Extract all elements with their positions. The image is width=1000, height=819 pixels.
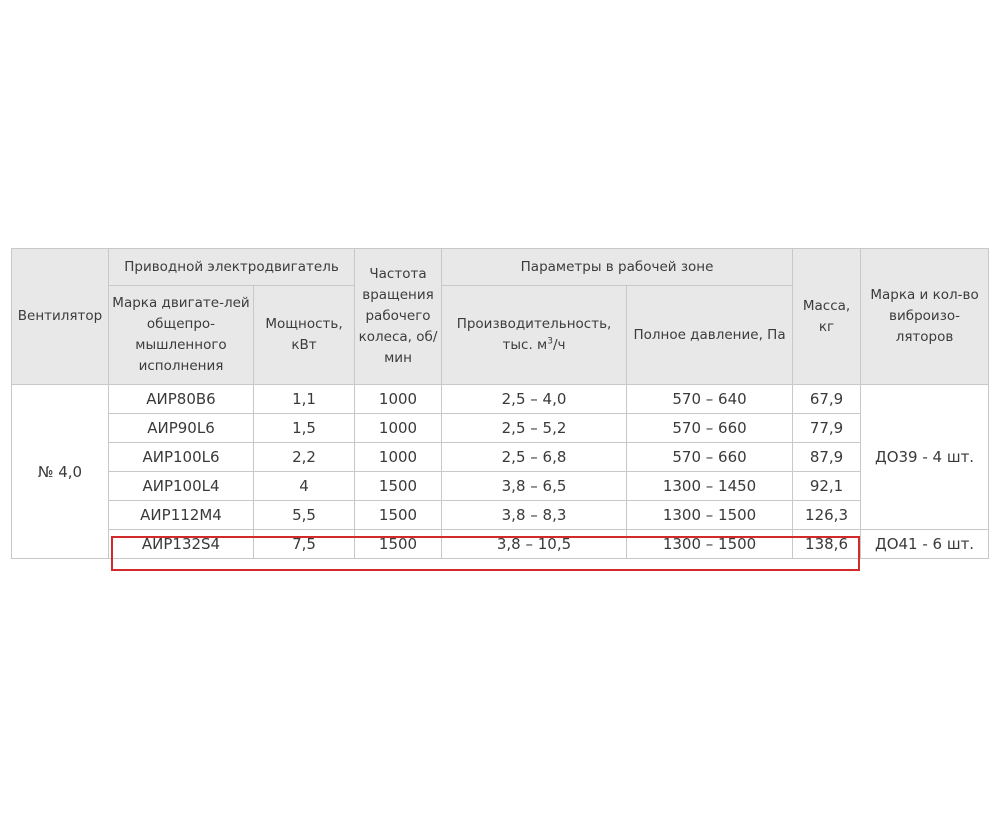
- speed-cell: 1500: [355, 501, 442, 530]
- pressure-cell: 570 – 640: [627, 385, 793, 414]
- header-motor-brand: Марка двигате-лей общепро-мышленного исполнения: [109, 286, 254, 385]
- speed-cell: 1500: [355, 472, 442, 501]
- power-cell: 1,5: [254, 414, 355, 443]
- isolators-cell-group1: ДО39 - 4 шт.: [861, 385, 989, 530]
- motor-cell: АИР100L4: [109, 472, 254, 501]
- header-productivity: [442, 286, 627, 385]
- header-rotation-speed: Частота вращения рабочего колеса, об/мин: [355, 249, 442, 385]
- header-row-1: [12, 249, 989, 286]
- productivity-cell: 3,8 – 6,5: [442, 472, 627, 501]
- isolators-cell-group2: ДО41 - 6 шт.: [861, 530, 989, 559]
- table-row: [12, 443, 989, 472]
- pressure-cell: 570 – 660: [627, 443, 793, 472]
- motor-cell: АИР112М4: [109, 501, 254, 530]
- mass-cell: 126,3: [793, 501, 861, 530]
- header-mass: Масса, кг: [793, 249, 861, 385]
- mass-cell: 77,9: [793, 414, 861, 443]
- power-cell: 2,2: [254, 443, 355, 472]
- productivity-cell: 2,5 – 6,8: [442, 443, 627, 472]
- header-work-zone-params: Параметры в рабочей зоне: [442, 249, 793, 286]
- mass-cell: 138,6: [793, 530, 861, 559]
- table-row: [12, 385, 989, 414]
- motor-cell: АИР90L6: [109, 414, 254, 443]
- pressure-cell: 1300 – 1450: [627, 472, 793, 501]
- mass-cell: 92,1: [793, 472, 861, 501]
- speed-cell: 1000: [355, 385, 442, 414]
- productivity-cell: 2,5 – 4,0: [442, 385, 627, 414]
- header-vibration-isolators: Марка и кол-во виброизо-ляторов: [861, 249, 989, 385]
- productivity-cell: 2,5 – 5,2: [442, 414, 627, 443]
- mass-cell: 87,9: [793, 443, 861, 472]
- fan-spec-table: [11, 248, 989, 559]
- header-total-pressure: Полное давление, Па: [627, 286, 793, 385]
- header-fan: Вентилятор: [12, 249, 109, 385]
- pressure-cell: 1300 – 1500: [627, 501, 793, 530]
- motor-cell: АИР80В6: [109, 385, 254, 414]
- power-cell: 7,5: [254, 530, 355, 559]
- table-row: [12, 472, 989, 501]
- pressure-cell: 1300 – 1500: [627, 530, 793, 559]
- power-cell: 1,1: [254, 385, 355, 414]
- power-cell: 5,5: [254, 501, 355, 530]
- motor-cell: АИР132S4: [109, 530, 254, 559]
- table-row: [12, 414, 989, 443]
- header-productivity-sup: 3: [547, 336, 553, 347]
- fan-cell: № 4,0: [12, 385, 109, 559]
- header-productivity-prefix: Производительность, тыс. м: [456, 316, 612, 353]
- mass-cell: 67,9: [793, 385, 861, 414]
- header-drive-motor: Приводной электродвигатель: [109, 249, 355, 286]
- productivity-cell: 3,8 – 8,3: [442, 501, 627, 530]
- speed-cell: 1000: [355, 414, 442, 443]
- table-row: [12, 501, 989, 530]
- speed-cell: 1500: [355, 530, 442, 559]
- table-row-highlighted: [12, 530, 989, 559]
- motor-cell: АИР100L6: [109, 443, 254, 472]
- power-cell: 4: [254, 472, 355, 501]
- header-power: Мощность, кВт: [254, 286, 355, 385]
- header-productivity-suffix: /ч: [552, 337, 566, 353]
- pressure-cell: 570 – 660: [627, 414, 793, 443]
- speed-cell: 1000: [355, 443, 442, 472]
- productivity-cell: 3,8 – 10,5: [442, 530, 627, 559]
